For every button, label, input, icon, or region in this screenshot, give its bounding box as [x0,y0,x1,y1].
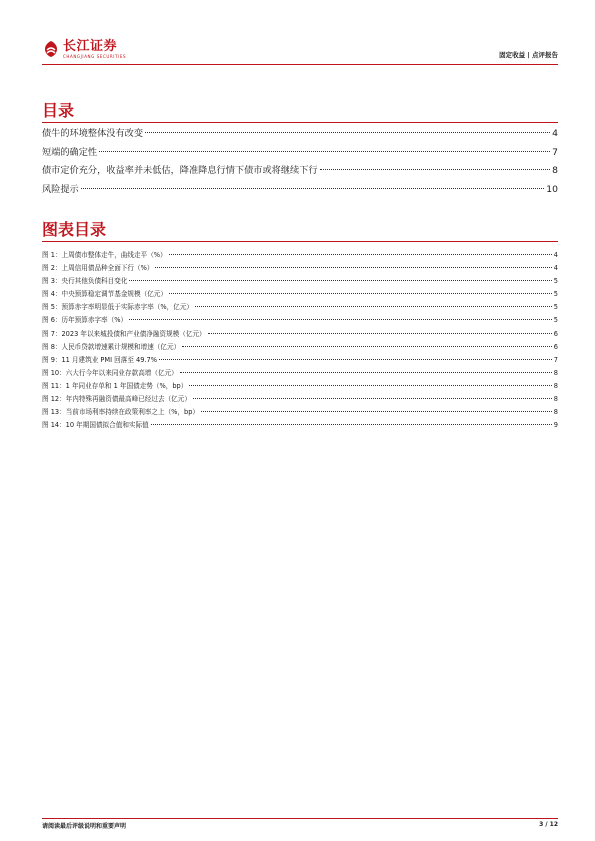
figure-entry-label: 图 4：中央预算稳定调节基金规模（亿元） [42,290,167,299]
dot-leader [193,398,552,399]
figure-entry-label: 图 3：央行其他负债科目变化 [42,277,128,286]
figure-entry[interactable] [42,328,558,341]
changjiang-logo-icon [42,40,60,58]
figure-entry-label: 图 13：当前市场利率持续在政策利率之上（%，bp） [42,408,199,417]
dot-leader [145,132,550,133]
figure-entry[interactable] [42,380,558,393]
figure-entry[interactable] [42,314,558,327]
toc-entry[interactable] [42,144,558,163]
report-category: 固定收益 | 点评报告 [499,51,558,59]
figure-entry[interactable] [42,367,558,380]
figure-entry-label: 图 7：2023 年以来城投债和产业债净融资规模（亿元） [42,329,206,338]
figure-entry[interactable] [42,341,558,354]
dot-leader [201,411,552,412]
figure-entry[interactable] [42,406,558,419]
figure-entry-label: 图 2：上周信用债品种全面下行（%） [42,264,154,273]
figures-title-rule [42,241,558,242]
toc-entry-label: 债牛的环境整体没有改变 [42,128,144,139]
figure-entry-label: 图 10：六大行今年以来同业存款高增（亿元） [42,368,178,377]
figure-entry[interactable] [42,301,558,314]
dot-leader [169,254,552,255]
figures-title: 图表目录 [42,220,107,239]
figure-entry-page: 8 [553,408,558,417]
figure-entry[interactable] [42,354,558,367]
toc-entry[interactable] [42,162,558,181]
dot-leader [159,359,552,360]
figure-entry-label: 图 8：人民币贷款增速累计规模和增速（亿元） [42,342,181,351]
figure-entry-label: 图 5：预算赤字率明显低于实际赤字率（%，亿元） [42,303,194,312]
page-number: 3 / 12 [539,821,558,828]
toc-entry-page: 4 [552,128,558,139]
figure-entry-label: 图 11：1 年同业存单和 1 年国债走势（%，bp） [42,381,188,390]
figure-entry-label: 图 1：上周债市整体走牛，曲线走平（%） [42,251,167,259]
dot-leader [129,319,552,320]
figure-entry[interactable] [42,275,558,288]
figure-entry-label: 图 6：历年预算赤字率（%） [42,316,128,325]
figure-entry-page: 4 [553,251,558,259]
dot-leader [208,333,552,334]
footer-disclaimer: 请阅读最后评级说明和重要声明 [42,823,127,830]
contents-title-rule [42,122,558,123]
figure-entry-page: 5 [553,290,558,299]
figure-entry[interactable] [42,288,558,301]
figure-entry-label: 图 9：11 月建筑业 PMI 回落至 49.7% [42,355,157,364]
figure-entry-page: 6 [553,329,558,338]
toc-entry-label: 短端的确定性 [42,146,98,158]
footer-divider [42,818,558,819]
dot-leader [195,306,552,307]
figures-list [42,249,558,432]
figure-entry[interactable] [42,419,558,432]
dot-leader [182,346,552,347]
figure-entry[interactable] [42,393,558,406]
figure-entry-label: 图 14：10 年期国债拟合值和实际值 [42,421,149,430]
dot-leader [81,188,545,189]
figure-entry[interactable] [42,262,558,275]
figure-entry-page: 8 [553,368,558,377]
toc-entry-page: 7 [552,146,558,158]
figure-entry-page: 4 [553,264,558,273]
figure-entry-page: 6 [553,342,558,351]
figure-entry-page: 9 [553,421,558,430]
contents-title: 目录 [42,101,75,120]
figure-entry-page: 5 [553,277,558,286]
dot-leader [169,293,552,294]
logo-english-name: CHANGJIANG SECURITIES [63,54,127,59]
figure-entry-page: 8 [553,381,558,390]
dot-leader [151,424,552,425]
toc-entry[interactable] [42,181,558,200]
toc-entry-page: 10 [546,183,558,195]
toc-entry-label: 风险提示 [42,183,79,195]
dot-leader [155,267,551,268]
figure-entry-page: 5 [553,303,558,312]
figure-entry-page: 8 [553,395,558,404]
dot-leader [320,169,551,170]
figure-entry-label: 图 12：年内特殊再融资债最高峰已经过去（亿元） [42,395,191,404]
header-divider [42,64,558,65]
figure-entry[interactable] [42,249,558,262]
dot-leader [180,372,552,373]
dot-leader [189,385,551,386]
figure-entry-page: 7 [553,355,558,364]
dot-leader [99,151,550,152]
figure-entry-page: 5 [553,316,558,325]
logo-chinese-name: 长江证券 [63,39,118,54]
toc-entry[interactable] [42,125,558,144]
dot-leader [129,280,551,281]
page-header [42,40,558,64]
brand-logo [42,40,126,60]
toc-entry-page: 8 [552,165,558,177]
contents-list [42,125,558,199]
toc-entry-label: 债市定价充分，收益率并未低估，降准降息行情下债市或将继续下行 [42,165,318,177]
